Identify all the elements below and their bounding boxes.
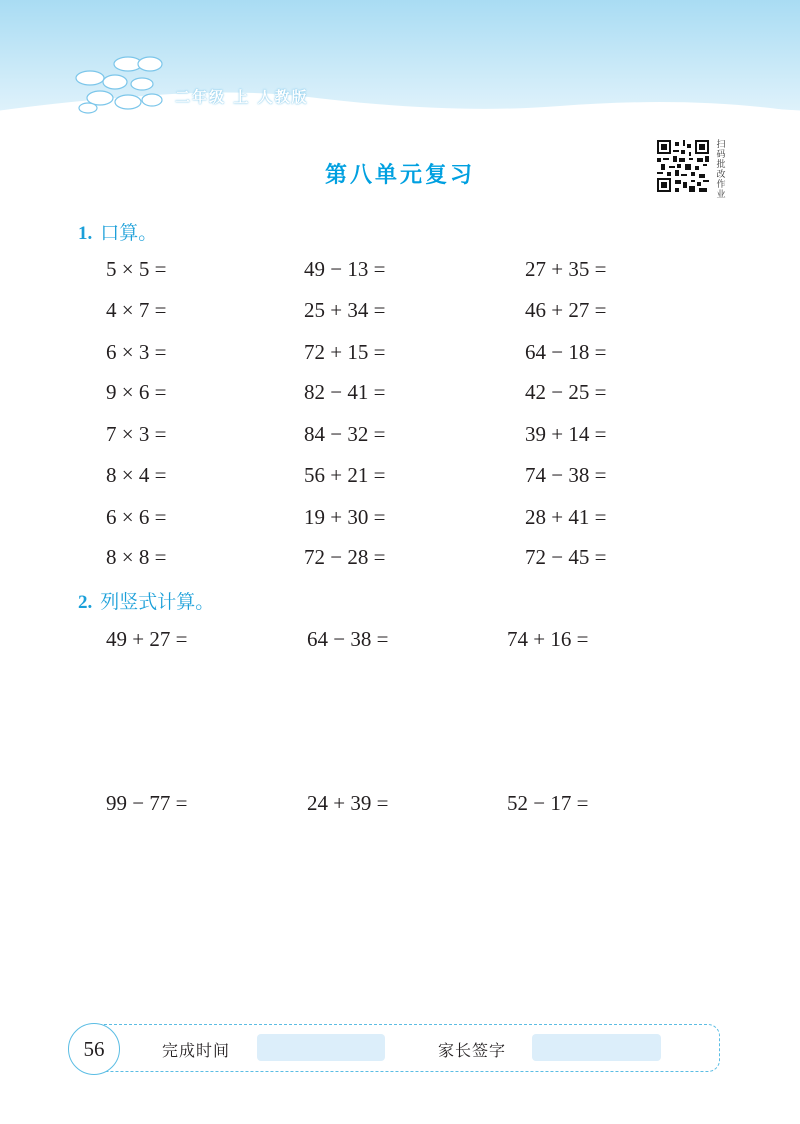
problem: 72 + 15 =: [304, 340, 386, 364]
problem: 56 + 21 =: [304, 463, 386, 487]
problem: 6 × 6 =: [106, 505, 167, 529]
problem: 28 + 41 =: [525, 505, 607, 529]
problem: 9 × 6 =: [106, 380, 167, 404]
section-1-title: [78, 218, 157, 245]
problem: 8 × 4 =: [106, 463, 167, 487]
section-2-number: 2.: [78, 592, 93, 613]
vertical-calc-problem: 52 − 17 =: [507, 791, 589, 815]
problem: 7 × 3 =: [106, 422, 167, 446]
qr-caption: 扫 码 批 改 作 业: [716, 140, 726, 200]
problem: 25 + 34 =: [304, 298, 386, 322]
problem: 82 − 41 =: [304, 380, 386, 404]
problem: 72 − 28 =: [304, 545, 386, 569]
page-number: 56: [68, 1023, 120, 1075]
section-2-label: 列竖式计算。: [100, 591, 215, 613]
problem: 46 + 27 =: [525, 298, 607, 322]
problem: 49 − 13 =: [304, 257, 386, 281]
completion-time-field[interactable]: [257, 1034, 385, 1061]
problem: 42 − 25 =: [525, 380, 607, 404]
problem: 6 × 3 =: [106, 340, 167, 364]
grade-label: 二年级 上 人教版: [175, 88, 309, 106]
problem: 19 + 30 =: [304, 505, 386, 529]
completion-time-label: 完成时间: [162, 1041, 231, 1060]
parent-signature-field[interactable]: [532, 1034, 661, 1061]
vertical-calc-problem: 74 + 16 =: [507, 627, 589, 651]
problem: 27 + 35 =: [525, 257, 607, 281]
problem: 72 − 45 =: [525, 545, 607, 569]
vertical-calc-problem: 64 − 38 =: [307, 627, 389, 651]
section-2-title: [78, 587, 214, 614]
vertical-calc-problem: 24 + 39 =: [307, 791, 389, 815]
problem: 64 − 18 =: [525, 340, 607, 364]
page-title: 第八单元复习: [324, 163, 475, 188]
problem: 84 − 32 =: [304, 422, 386, 446]
problem: 8 × 8 =: [106, 545, 167, 569]
problem: 4 × 7 =: [106, 298, 167, 322]
vertical-calc-problem: 49 + 27 =: [106, 627, 188, 651]
clouds-icon: [70, 50, 170, 120]
section-1-label: 口算。: [100, 222, 158, 244]
section-1-number: 1.: [78, 223, 93, 244]
problem: 74 − 38 =: [525, 463, 607, 487]
problem: 39 + 14 =: [525, 422, 607, 446]
vertical-calc-problem: 99 − 77 =: [106, 791, 188, 815]
parent-signature-label: 家长签字: [438, 1041, 507, 1060]
problem: 5 × 5 =: [106, 257, 167, 281]
